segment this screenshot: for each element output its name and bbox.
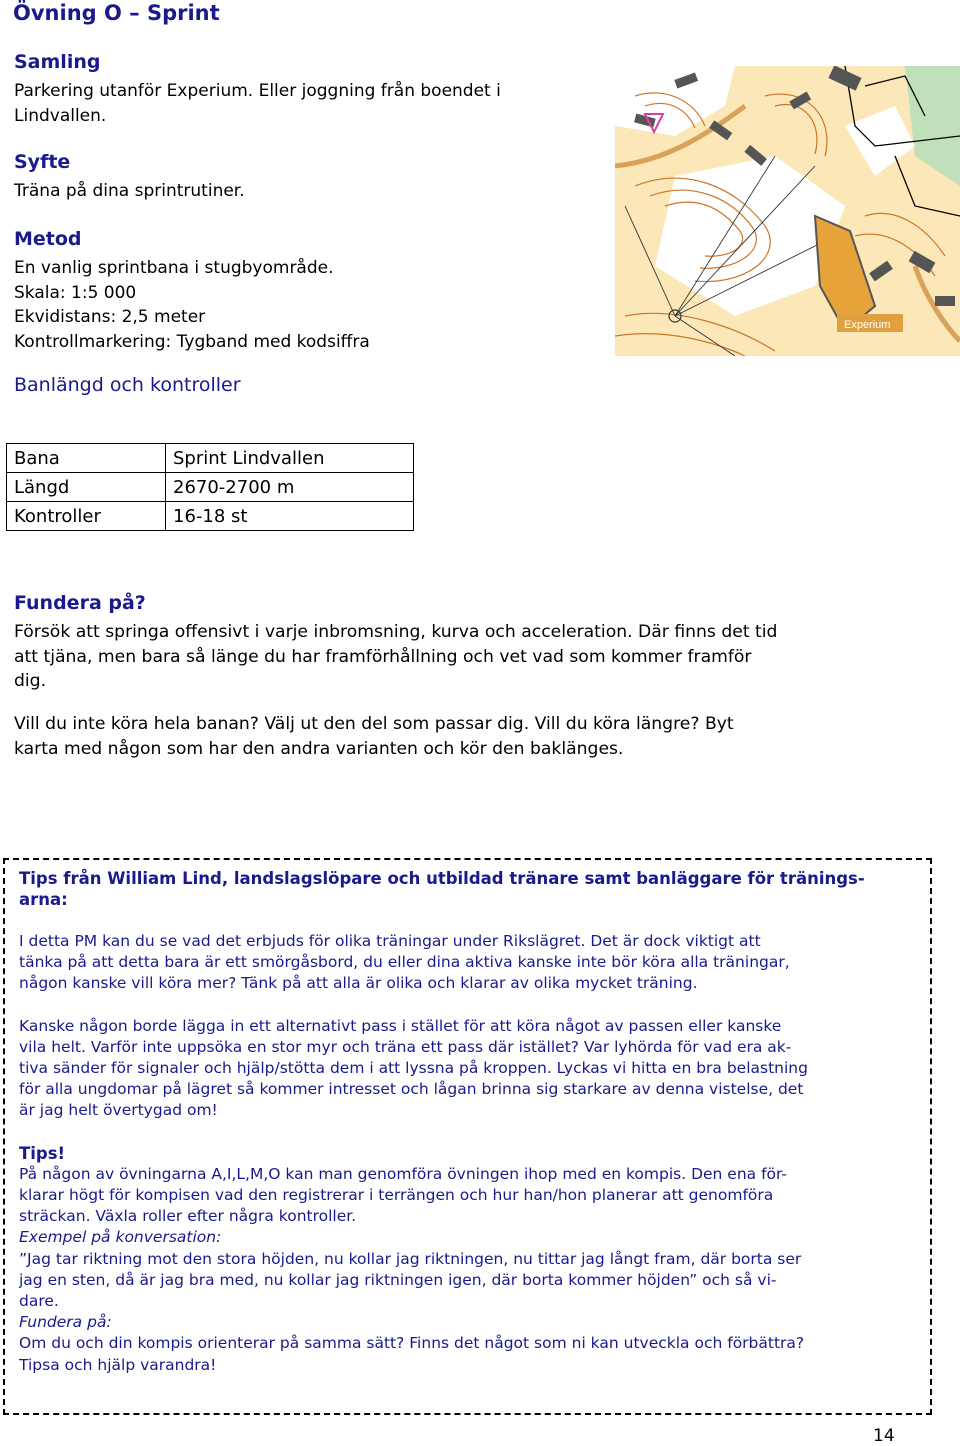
tips-line: I detta PM kan du se vad det erbjuds för olika träningar under Rikslägret. Det är dock viktigt att	[19, 932, 761, 950]
metod-heading: Metod	[14, 228, 82, 250]
banlangd-heading: Banlängd och kontroller	[14, 374, 241, 396]
tips-heading-line: arna:	[19, 890, 68, 910]
tips-line: klarar högt för kompisen vad den registrerar i terrängen och hur han/hon planerar att genomföra	[19, 1186, 774, 1205]
fundera-line: Vill du inte köra hela banan? Välj ut den del som passar dig. Vill du köra längre? Byt	[14, 714, 734, 734]
tips-line: På någon av övningarna A,I,L,M,O kan man genomföra övningen ihop med en kompis. Den ena för-	[19, 1164, 788, 1183]
tips-line: tänka på att detta bara är ett smörgåsbord, du eller dina aktiva kanske inte bör köra alla träningar,	[19, 953, 790, 972]
metod-text	[14, 256, 370, 354]
table-value: Sprint Lindvallen	[166, 444, 414, 473]
tips-line: är jag helt övertygad om!	[19, 1101, 218, 1120]
tips-line: Kanske någon borde lägga in ett alternativt pass i stället för att köra något av passen eller kanske	[19, 1016, 782, 1035]
table-value: 16-18 st	[166, 502, 414, 531]
fundera-line: dig.	[14, 671, 47, 691]
table-value: 2670-2700 m	[166, 473, 414, 502]
orienteering-map	[615, 66, 960, 356]
tips-line: dare.	[19, 1292, 59, 1311]
page-title: Övning O – Sprint	[13, 1, 220, 25]
tips-example-heading: Exempel på konversation:	[19, 1228, 222, 1247]
samling-heading: Samling	[14, 51, 101, 73]
samling-text	[14, 79, 501, 128]
tips-line: ”Jag tar riktning mot den stora höjden, nu kollar jag riktningen, nu tittar jag långt fram, där borta ser	[19, 1249, 802, 1268]
fundera-line: att tjäna, men bara så länge du har framförhållning och vet vad som kommer framför	[14, 646, 752, 667]
tips-fundera-heading: Fundera på:	[19, 1313, 112, 1332]
tips-line: vila helt. Varför inte uppsöka en stor myr och träna ett pass där istället? Var lyhörda för vad era ak-	[19, 1037, 792, 1056]
tips-heading-line: Tips från William Lind, landslagslöpare och utbildad tränare samt banläggare för tränings-	[19, 869, 865, 888]
fundera-line: Försök att springa offensivt i varje inbromsning, kurva och acceleration. Där finns det tid	[14, 622, 778, 642]
map-building	[935, 296, 955, 306]
metod-line: Ekvidistans: 2,5 meter	[14, 307, 206, 327]
table-row	[7, 444, 414, 473]
page-number: 14	[873, 1426, 895, 1446]
fundera-para-2	[14, 712, 734, 761]
table-label: Bana	[7, 444, 166, 473]
tips-line: för alla ungdomar på lägret så kommer intresset och lågan brinna sig starkare av denna vistelse, det	[19, 1080, 804, 1099]
metod-line: En vanlig sprintbana i stugbyområde.	[14, 258, 334, 278]
tips-line: tiva sänder för signaler och hjälp/stötta dem i att lyssna på kroppen. Lyckas vi hitta en bra belastning	[19, 1059, 808, 1078]
tips-line: någon kanske vill köra mer? Tänk på att alla är olika och klarar av olika mycket träning.	[19, 974, 698, 993]
tips-line: Om du och din kompis orienterar på samma sätt? Finns det något som ni kan utveckla och förbättra?	[19, 1334, 805, 1353]
tips-line: jag en sten, då är jag bra med, nu kollar jag riktningen igen, där borta kommer höjden” och så vi-	[19, 1270, 777, 1289]
fundera-heading: Fundera på?	[14, 592, 146, 614]
syfte-heading: Syfte	[14, 151, 71, 173]
samling-line: Parkering utanför Experium. Eller joggning från boendet i	[14, 81, 501, 101]
fundera-para-1	[14, 620, 777, 694]
syfte-line: Träna på dina sprintrutiner.	[14, 181, 245, 201]
metod-line: Skala: 1:5 000	[14, 282, 137, 303]
syfte-text	[14, 179, 245, 204]
fundera-line: karta med någon som har den andra varianten och kör den baklänges.	[14, 738, 624, 759]
map-label-experium: Experium	[844, 319, 891, 331]
tips-line: Tipsa och hjälp varandra!	[19, 1355, 217, 1374]
table-label: Längd	[7, 473, 166, 502]
map-graphic	[615, 66, 960, 356]
course-table	[6, 443, 414, 531]
table-row	[7, 502, 414, 531]
tips-body	[19, 931, 808, 1376]
tips-heading	[19, 868, 865, 910]
tips-line: sträckan. Växla roller efter några kontroller.	[19, 1207, 357, 1226]
tips-subheading: Tips!	[19, 1143, 66, 1163]
metod-line: Kontrollmarkering: Tygband med kodsiffra	[14, 331, 370, 352]
table-label: Kontroller	[7, 502, 166, 531]
table-row	[7, 473, 414, 502]
samling-line: Lindvallen.	[14, 105, 107, 126]
